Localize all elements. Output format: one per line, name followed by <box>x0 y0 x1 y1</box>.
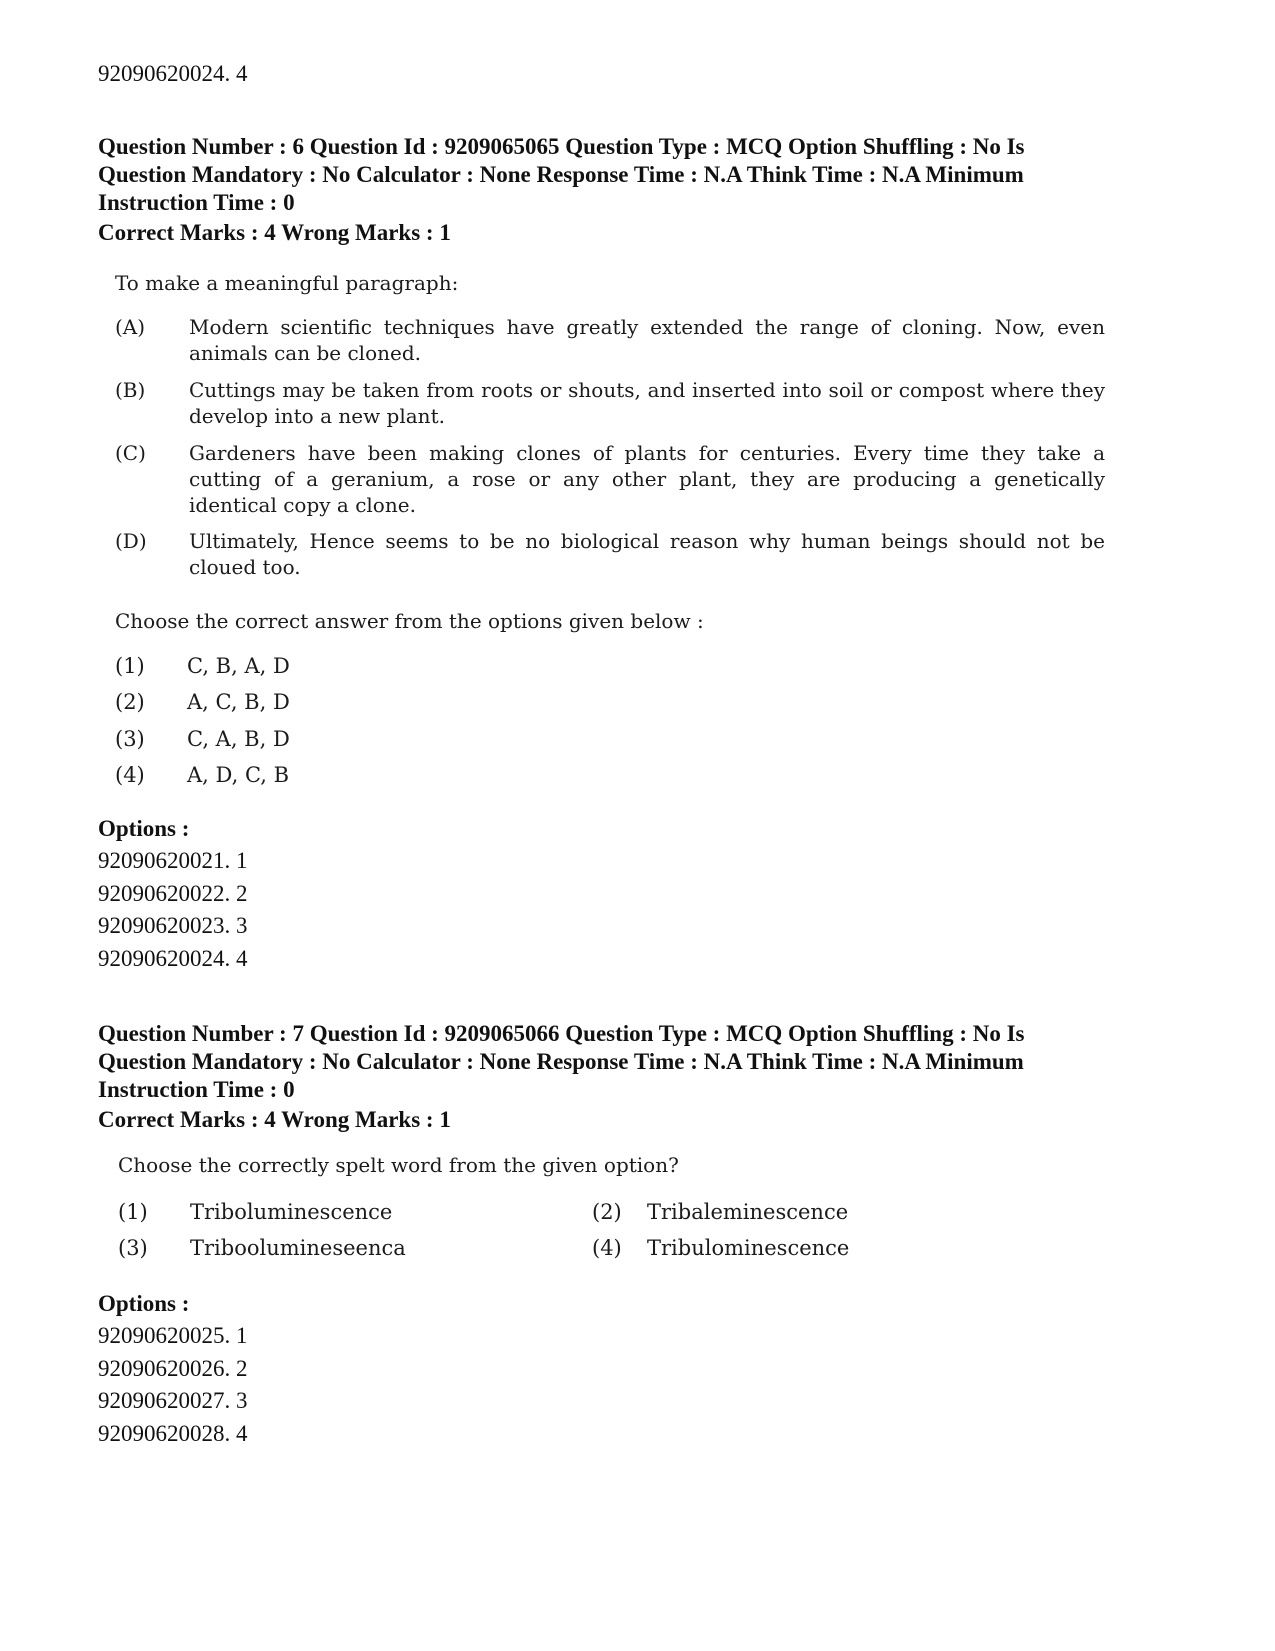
question-6-options-label: Options : <box>98 816 190 841</box>
statement-b <box>115 377 1105 429</box>
statement-text: Modern scientific techniques have greatly extended the range of cloning. Now, even animals can be cloned. <box>189 315 1105 365</box>
question-6-marks: Correct Marks : 4 Wrong Marks : 1 <box>98 220 451 245</box>
question-6-option-1: 92090620021. 1 <box>98 848 248 873</box>
question-7-choice-2 <box>592 1199 848 1225</box>
choice-text: Triboolumineseenca <box>190 1236 406 1260</box>
question-6-choice-4 <box>115 762 289 788</box>
question-7-option-3: 92090620027. 3 <box>98 1388 248 1413</box>
choice-text: Tribulominescence <box>647 1236 850 1260</box>
question-6-header: Question Number : 6 Question Id : 9209065065 Question Type : MCQ Option Shuffling : No Is Question Mandatory : No Calculator : None Response Time : N.A Think Time : N.A Minimum Instruction Time : 0 <box>98 134 1025 215</box>
choice-label: (2) <box>592 1200 622 1224</box>
statement-text: Gardeners have been making clones of plants for centuries. Every time they take a cutting of a geranium, a rose or any other plant, they are producing a genetically identical copy a clone. <box>189 441 1105 517</box>
choice-label: (2) <box>115 690 145 714</box>
question-6-prompt: To make a meaningful paragraph: <box>115 271 459 295</box>
question-7-options-label: Options : <box>98 1291 190 1316</box>
statement-text: Ultimately, Hence seems to be no biological reason why human beings should not be cloued too. <box>189 529 1105 579</box>
statement-a <box>115 314 1105 366</box>
question-6-option-4: 92090620024. 4 <box>98 946 248 971</box>
choice-text: C, A, B, D <box>187 727 290 751</box>
choice-text: A, C, B, D <box>187 690 290 714</box>
question-7-header: Question Number : 7 Question Id : 9209065066 Question Type : MCQ Option Shuffling : No Is Question Mandatory : No Calculator : None Response Time : N.A Think Time : N.A Minimum Instruction Time : 0 <box>98 1021 1025 1102</box>
choice-label: (1) <box>115 654 145 678</box>
question-6-option-3: 92090620023. 3 <box>98 913 248 938</box>
previous-option-line: 92090620024. 4 <box>98 61 248 86</box>
question-7-option-2: 92090620026. 2 <box>98 1356 248 1381</box>
question-6-choice-2 <box>115 689 290 715</box>
question-7-option-1: 92090620025. 1 <box>98 1323 248 1348</box>
choice-label: (4) <box>592 1236 622 1260</box>
choice-label: (3) <box>115 727 145 751</box>
choice-text: C, B, A, D <box>187 654 290 678</box>
choice-text: Triboluminescence <box>190 1200 393 1224</box>
statement-d <box>115 528 1105 580</box>
statement-label: (D) <box>115 529 147 553</box>
question-6-option-2: 92090620022. 2 <box>98 881 248 906</box>
question-7-option-4: 92090620028. 4 <box>98 1421 248 1446</box>
statement-c <box>115 440 1105 518</box>
statement-label: (C) <box>115 441 146 465</box>
choice-label: (3) <box>118 1236 148 1260</box>
choice-text: A, D, C, B <box>187 763 290 787</box>
choice-label: (4) <box>115 763 145 787</box>
question-6-choice-1 <box>115 653 290 679</box>
statement-label: (A) <box>115 315 146 339</box>
question-6-choice-3 <box>115 726 290 752</box>
question-7-prompt: Choose the correctly spelt word from the given option? <box>118 1153 679 1177</box>
statement-text: Cuttings may be taken from roots or shouts, and inserted into soil or compost where they develop into a new plant. <box>189 378 1105 428</box>
question-7-marks: Correct Marks : 4 Wrong Marks : 1 <box>98 1107 451 1132</box>
statement-label: (B) <box>115 378 146 402</box>
choice-text: Tribaleminescence <box>647 1200 849 1224</box>
question-7-choice-3 <box>118 1235 406 1261</box>
question-6-instruction: Choose the correct answer from the options given below : <box>115 609 704 633</box>
question-7-choice-1 <box>118 1199 392 1225</box>
choice-label: (1) <box>118 1200 148 1224</box>
question-7-choice-4 <box>592 1235 849 1261</box>
